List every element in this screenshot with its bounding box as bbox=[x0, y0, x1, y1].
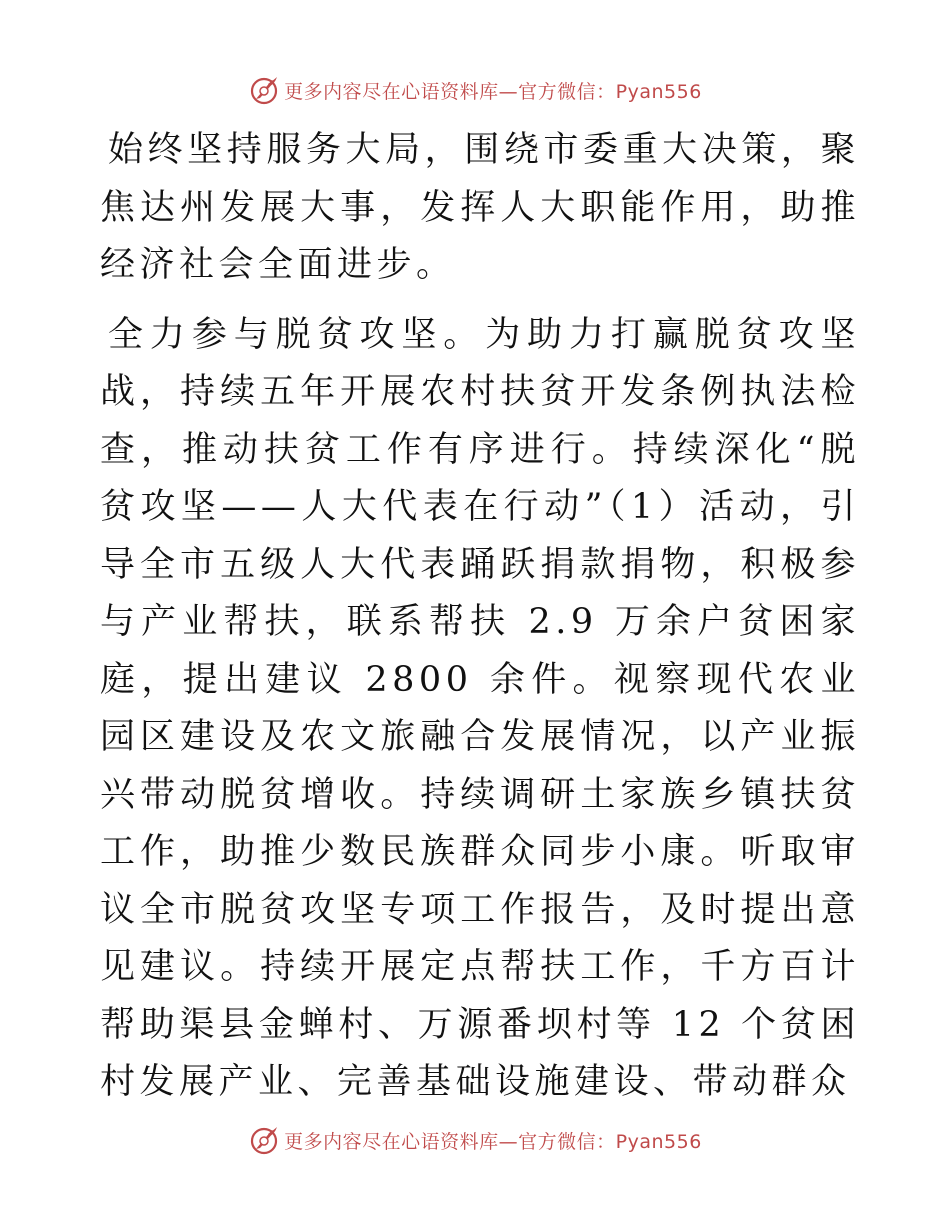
header-banner bbox=[0, 72, 950, 108]
footer-banner bbox=[0, 1122, 950, 1158]
quill-pen-logo-icon bbox=[248, 1124, 280, 1156]
document-body bbox=[100, 122, 860, 1112]
footer-banner-text: 更多内容尽在心语资料库—官方微信：Pyan556 bbox=[284, 1130, 702, 1153]
paragraph-1: 始终坚持服务大局，围绕市委重大决策，聚焦达州发展大事，发挥人大职能作用，助推经济社会全面进步。 bbox=[100, 130, 860, 285]
header-banner-text: 更多内容尽在心语资料库—官方微信：Pyan556 bbox=[284, 80, 702, 103]
paragraph-2: 全力参与脱贫攻坚。为助力打赢脱贫攻坚战，持续五年开展农村扶贫开发条例执法检查，推动扶贫工作有序进行。持续深化“脱贫攻坚——人大代表在行动”（1）活动，引导全市五级人大代表踊跃捐款捐物，积极参与产业帮扶，联系帮扶 2.9 万余户贫困家庭，提出建议 2800 余件。视察现代农业园区建设及农文旅融合发展情况，以产业振兴带动脱贫增收。持续调研土家族乡镇扶贫工作，助推少数民族群众同步小康。听取审议全市脱贫攻坚专项工作报告，及时提出意见建议。持续开展定点帮扶工作，千方百计帮助渠县金蝉村、万源番坝村等 12 个贫困村发展产业、完善基础设施建设、带动群众 bbox=[100, 314, 860, 1102]
quill-pen-logo-icon bbox=[248, 74, 280, 106]
